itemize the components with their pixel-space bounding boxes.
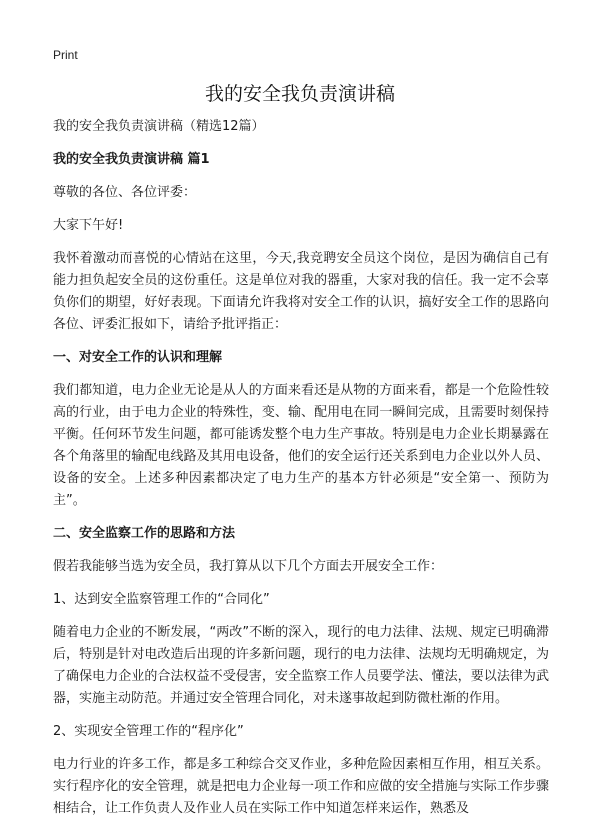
item-heading-1: 1、达到安全监察管理工作的“合同化” [53,592,270,607]
section-1-paragraph: 我们都知道，电力企业无论是从人的方面来看还是从物的方面来看，都是一个危险性较高的行业，由于电力企业的特殊性，变、输、配用电在同一瞬间完成，且需要时刻保持平衡。任何环节发生问题，都可能诱发整个电力生产事故。特别是电力企业长期暴露在各个角落里的输配电线路及其用电设备，他们的安全运行还关系到电力企业以外人员、设备的安全。上述多种因素都决定了电力生产的基本方针必须是“安全第一、预防为主”。 [53,383,549,508]
section-heading-1: 一、对安全工作的认识和理解 [53,350,223,365]
section-heading-2: 二、安全监察工作的思路和方法 [53,526,236,541]
intro-paragraph: 我怀着激动而喜悦的心情站在这里，今天,我竞聘安全员这个岗位，是因为确信自己有能力担负起安全员的这份重任。这是单位对我的器重，大家对我的信任。我一定不会辜负你们的期望，好好表现。下面请允许我将对安全工作的认识，搞好安全工作的思路向各位、评委汇报如下，请给予批评指正： [53,251,549,332]
article-heading: 我的安全我负责演讲稿 篇1 [53,152,210,167]
document-subtitle: 我的安全我负责演讲稿（精选12篇） [53,119,265,134]
print-link[interactable]: Print [53,48,78,62]
section-2-intro: 假若我能够当选为安全员，我打算从以下几个方面去开展安全工作： [53,559,444,574]
salutation: 尊敬的各位、各位评委： [53,185,197,200]
page-title: 我的安全我负责演讲稿 [204,83,395,105]
item-1-paragraph: 随着电力企业的不断发展，“两改”不断的深入，现行的电力法律、法规、规定已明确滞后，特别是针对电改造后出现的许多新问题，现行的电力法律、法规均无明确规定，为了确保电力企业的合法权益不受侵害，安全监察工作人员要学法、懂法，要以法律为武器，实施主动防范。并通过安全管理合同化，对未遂事故起到防微杜渐的作用。 [53,625,549,706]
item-2-paragraph: 电力行业的许多工作，都是多工种综合交叉作业，多种危险因素相互作用，相互关系。实行程序化的安全管理，就是把电力企业每一项工作和应做的安全措施与实际工作步骤相结合，让工作负责人及作业人员在实际工作中知道怎样来运作，熟悉及 [53,757,549,816]
greeting: 大家下午好! [53,218,124,233]
item-heading-2: 2、实现安全管理工作的“程序化” [53,724,244,739]
document-body [53,116,549,828]
